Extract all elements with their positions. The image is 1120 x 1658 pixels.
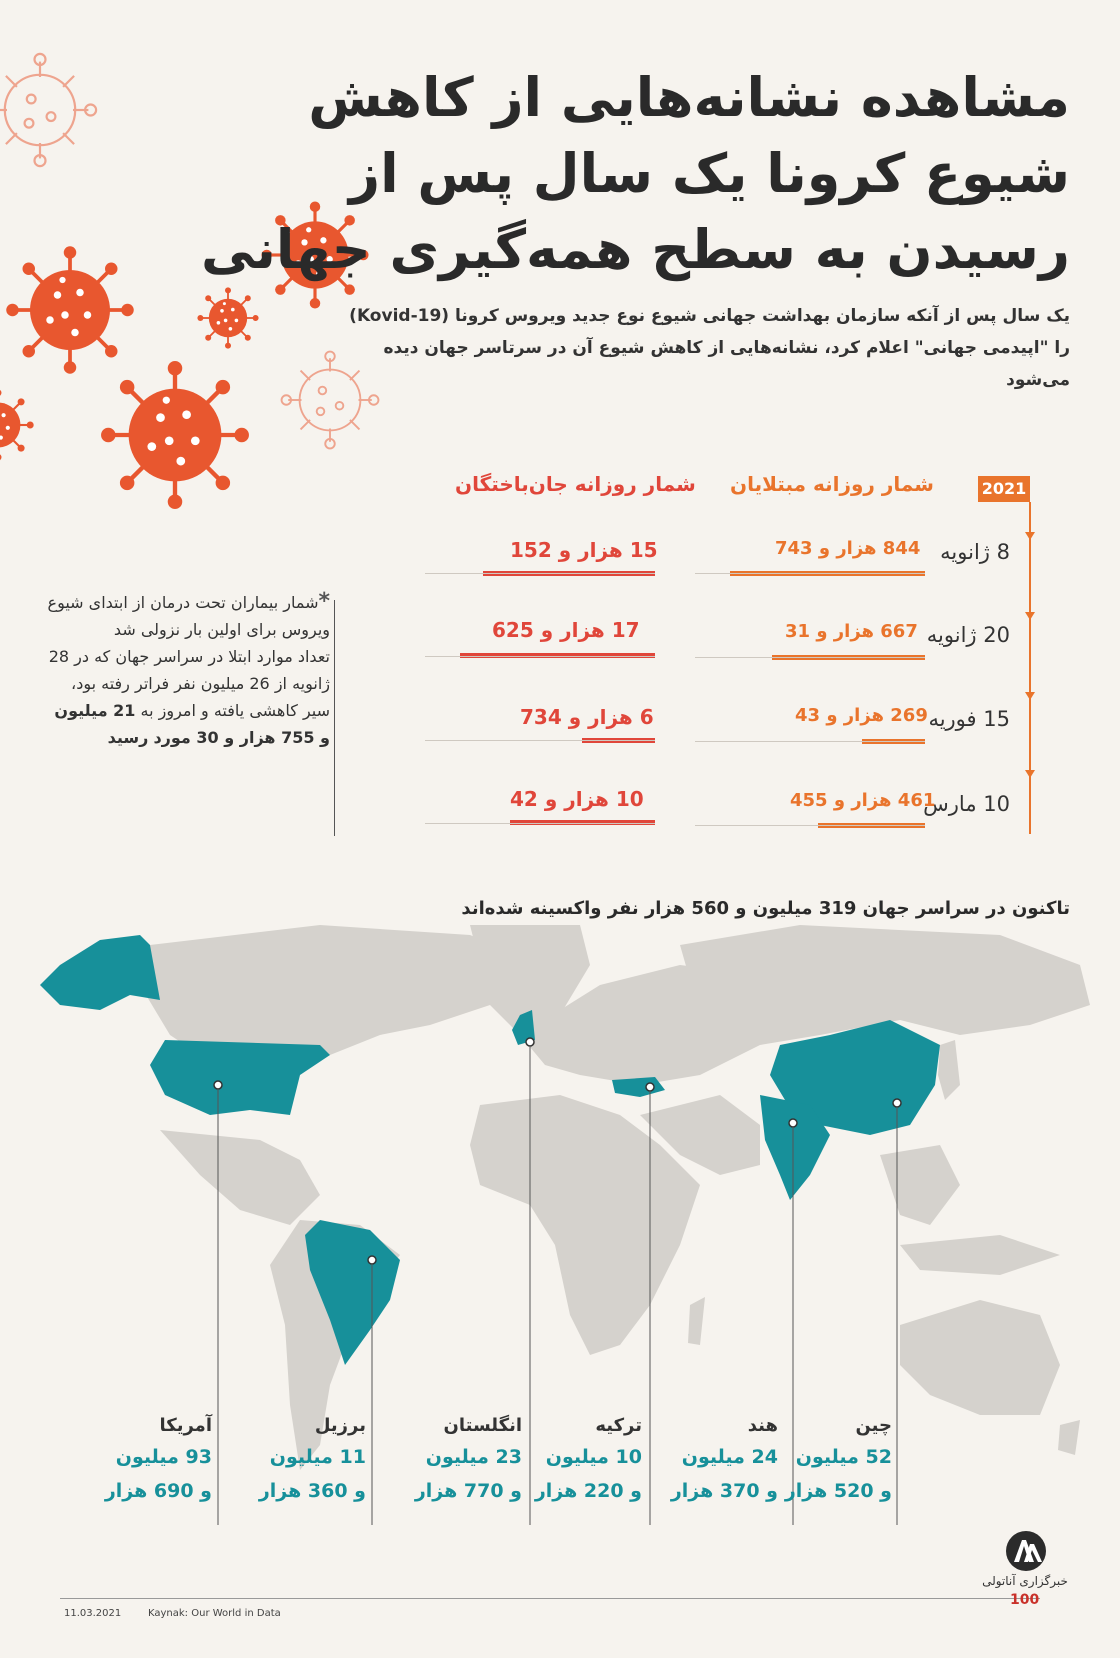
country-india: هند 24 میلیون و 370 هزار: [670, 1415, 778, 1502]
country-uk: انگلستان 23 میلیون و 770 هزار: [414, 1415, 522, 1502]
country-turkey: ترکیه 10 میلیون و 220 هزار: [534, 1415, 642, 1502]
cases-value: 667 هزار و 31: [785, 621, 918, 642]
country-usa: آمریکا 93 میلیون و 690 هزار: [104, 1415, 212, 1502]
map-base: [140, 925, 1090, 1470]
cases-value: 269 هزار و 43: [795, 705, 928, 726]
page-title: مشاهده نشانه‌هایی از کاهش شیوع کرونا یک سال پس از رسیدن به سطح همه‌گیری جهانی: [200, 66, 1070, 281]
deaths-baseline: [425, 656, 655, 657]
note-text: *شمار بیماران تحت درمان از ابتدای شیوع ویروس برای اولین بار نزولی شد تعداد موارد ابتلا در سراسر جهان که در 28 ژانویه از 26 میلیون نفر فراتر رفته بود، سیر کاهشی یافته و امروز به 21 میلیون و 755 هزار و 30 مورد رسید: [47, 589, 330, 747]
cases-baseline: [695, 573, 925, 574]
footer-divider: [60, 1598, 1040, 1599]
row-date: 15 فوریه: [928, 707, 1010, 731]
deaths-value: 15 هزار و 152: [510, 538, 658, 562]
footer-date: 11.03.2021: [64, 1608, 122, 1619]
row-date: 10 مارس: [923, 792, 1010, 816]
intro-paragraph: یک سال پس از آنکه سازمان بهداشت جهانی شیوع نوع جدید ویروس کرونا (Kovid-19) را "اپیدمی جهانی" اعلام کرد، نشانه‌هایی از کاهش شیوع آن در سرتاسر جهان دیده می‌شود: [349, 306, 1070, 390]
note-divider: [334, 600, 335, 836]
timeline-arrow: [1020, 502, 1040, 842]
cases-value: 461 هزار و 455: [790, 790, 936, 811]
deaths-value: 6 هزار و 734: [520, 705, 654, 729]
year-badge: 2021: [978, 476, 1030, 502]
aa-logo-icon: [1000, 1528, 1052, 1574]
cases-baseline: [695, 825, 925, 826]
cases-header: شمار روزانه مبتلایان: [730, 472, 934, 496]
cases-baseline: [695, 657, 925, 658]
country-brazil: برزیل 11 میلیون و 360 هزار: [258, 1415, 366, 1502]
row-date: 20 ژانویه: [926, 623, 1010, 647]
aa-100-badge: 100: [1010, 1592, 1040, 1608]
vaccination-headline: تاکنون در سراسر جهان 319 میلیون و 560 هزار نفر واکسینه شده‌اند: [461, 898, 1070, 919]
country-china: چین 52 میلیون و 520 هزار: [784, 1415, 892, 1502]
cases-value: 844 هزار و 743: [775, 538, 921, 559]
deaths-baseline: [425, 823, 655, 824]
footer-source: Kaynak: Our World in Data: [148, 1608, 281, 1619]
cases-baseline: [695, 741, 925, 742]
deaths-header: شمار روزانه جان‌باختگان: [455, 472, 696, 496]
deaths-baseline: [425, 573, 655, 574]
deaths-value: 17 هزار و 625: [492, 618, 640, 642]
note-star: *: [318, 589, 330, 614]
deaths-value: 10 هزار و 42: [510, 787, 644, 811]
aa-logo-text: خبرگزاری آناتولی: [982, 1574, 1068, 1588]
deaths-baseline: [425, 740, 655, 741]
row-date: 8 ژانویه: [940, 540, 1010, 564]
